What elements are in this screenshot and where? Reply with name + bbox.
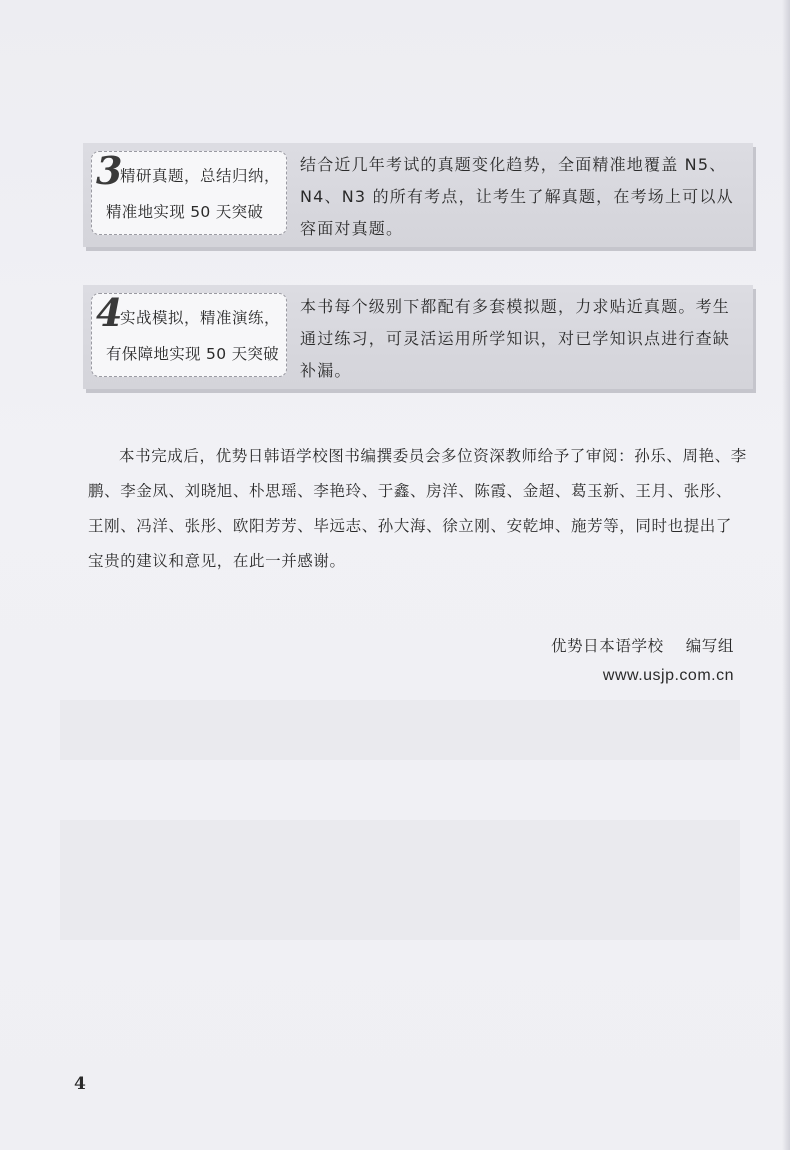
feature-tag-line2: 精准地实现 50 天突破 <box>106 203 264 221</box>
signature-org <box>551 634 734 656</box>
feature-tag <box>91 148 287 235</box>
signature-group: 编写组 <box>685 637 734 655</box>
page-number: 4 <box>74 1074 86 1094</box>
bleed-through-shadow <box>60 700 740 760</box>
feature-description: 结合近几年考试的真题变化趋势，全面精准地覆盖 N5、N4、N3 的所有考点，让考生了解真题，在考场上可以从容面对真题。 <box>300 155 734 238</box>
signature-url: www.usjp.com.cn <box>602 667 734 684</box>
feature-tag-line1: 精研真题，总结归纳， <box>120 167 281 185</box>
acknowledgement-paragraph: 本书完成后，优势日韩语学校图书编撰委员会多位资深教师给予了审阅：孙乐、周艳、李鹏、李金凤、刘晓旭、朴思瑶、李艳玲、于鑫、房洋、陈霞、金超、葛玉新、王月、张彤、王刚、冯洋、张彤、欧阳芳芳、毕远志、孙大海、徐立刚、安乾坤、施芳等，同时也提出了宝贵的建议和意见，在此一并感谢。 <box>88 446 747 570</box>
feature-box-3 <box>83 143 753 247</box>
feature-tag-line2: 有保障地实现 50 天突破 <box>106 345 279 363</box>
feature-box-4 <box>83 285 753 389</box>
bleed-through-shadow <box>60 820 740 940</box>
page-edge <box>782 0 790 1150</box>
feature-number: 4 <box>96 290 123 335</box>
signature-org-name: 优势日本语学校 <box>550 637 664 655</box>
feature-tag <box>91 290 287 377</box>
feature-number: 3 <box>96 148 123 193</box>
feature-tag-line1: 实战模拟，精准演练， <box>120 309 281 327</box>
feature-description: 本书每个级别下都配有多套模拟题，力求贴近真题。考生通过练习，可灵活运用所学知识，对已学知识点进行查缺补漏。 <box>300 297 731 380</box>
